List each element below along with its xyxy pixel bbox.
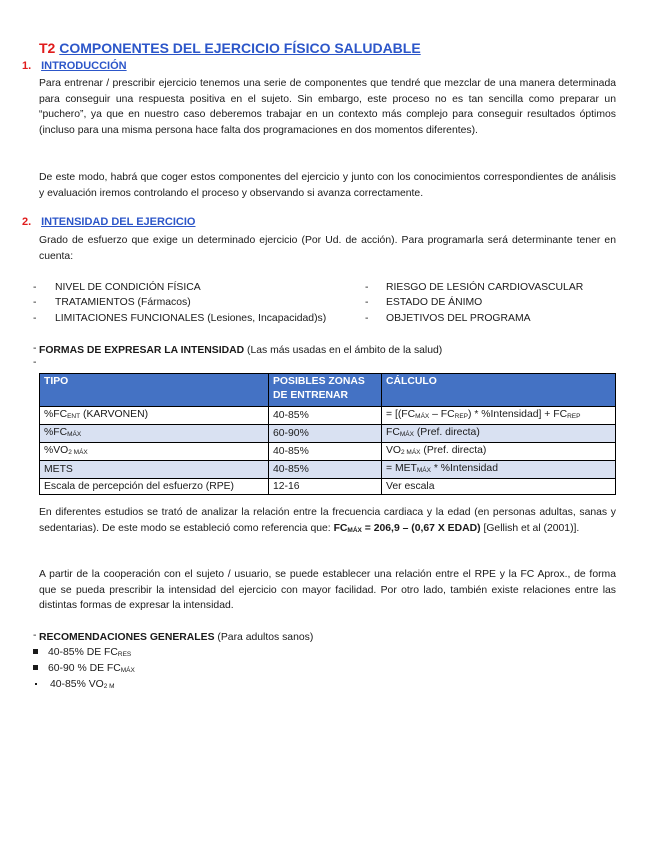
dot-bullet-icon: [35, 683, 37, 685]
list-item: 40-85% $VO_{2 M}$: [35, 677, 115, 694]
formas-rest: (Las más usadas en el ámbito de la salud): [244, 345, 443, 356]
section-number: 1.: [22, 60, 32, 72]
table-cell: $\%FC_{ENT}$ (KARVONEN): [40, 407, 269, 425]
table-cell: $VO_{2 MÁX}$ (Pref. directa): [382, 443, 616, 461]
table-row: [40, 443, 616, 461]
list-item: -: [365, 313, 369, 324]
list-item: TRATAMIENTOS (Fármacos): [55, 297, 191, 308]
intro-paragraph-2: De este modo, habrá que coger estos componentes del ejercicio y junto con los conocimientos correspondientes de análisis y evaluación iremos controlando el proceso y observando si avanza correctamente.: [39, 172, 616, 199]
studies-text: En diferentes estudios se trató de analizar la relación entre la frecuencia cardiaca y la edad (en personas adultas, sanas y sedentarias). De este modo se estableció como referencia que:: [39, 507, 616, 534]
bullet-dash: -: [33, 343, 37, 354]
section-label: INTRODUCCIÓN: [41, 60, 127, 72]
title-number: T2: [39, 40, 56, 56]
table-cell: = $MET_{MÁX}$ * %Intensidad: [382, 461, 616, 479]
list-item: LIMITACIONES FUNCIONALES (Lesiones, Incapacidad)s): [55, 313, 327, 324]
list-item: NIVEL DE CONDICIÓN FÍSICA: [55, 282, 201, 293]
list-item: -: [33, 282, 37, 293]
table-header-row: [40, 374, 616, 407]
section-number: 2.: [22, 216, 32, 228]
title-text: COMPONENTES DEL EJERCICIO FÍSICO SALUDABLE: [59, 40, 421, 56]
list-item: 60-90 % DE $FC_{MÁX}$: [33, 661, 135, 678]
bullet-dash: -: [33, 630, 37, 641]
section-label: INTENSIDAD DEL EJERCICIO: [41, 216, 196, 228]
formas-bold: FORMAS DE EXPRESAR LA INTENSIDAD: [39, 345, 245, 356]
square-bullet-icon: [33, 649, 38, 654]
bullet-dash: -: [33, 357, 37, 368]
table-cell: METS: [40, 461, 269, 479]
table-cell: 12-16: [269, 479, 382, 495]
table-row: [40, 461, 616, 479]
intensity-table: [39, 373, 616, 495]
table-cell: Ver escala: [382, 479, 616, 495]
square-bullet-icon: [33, 665, 38, 670]
list-item: ESTADO DE ÁNIMO: [386, 297, 483, 308]
section-2-heading: [22, 216, 196, 228]
table-cell: $\%VO_{2 MÁX}$: [40, 443, 269, 461]
table-cell: 40-85%: [269, 461, 382, 479]
list-item: -: [365, 297, 369, 308]
list-item: -: [33, 297, 37, 308]
list-item: RIESGO DE LESIÓN CARDIOVASCULAR: [386, 282, 584, 293]
studies-paragraph: [39, 505, 616, 538]
table-cell: = [$(FC_{MÁX} - FC_{REP})$ * %Intensidad] + $FC_{REP}$: [382, 407, 616, 425]
rpe-paragraph: A partir de la cooperación con el sujeto / usuario, se puede establecer una relación entre el RPE y la FC Aprox., de forma que se pueda prescribir la intensidad del ejercicio con mayor facilidad. Por otro lado, también existe relaciones entre las distintas formas de expresar la intensidad.: [39, 569, 616, 611]
table-header: TIPO: [40, 374, 269, 407]
intensity-intro: Grado de esfuerzo que exige un determinado ejercicio (Por Ud. de acción). Para programarla será determinante tener en cuenta:: [39, 235, 616, 262]
list-item: OBJETIVOS DEL PROGRAMA: [386, 313, 531, 324]
table-cell: 40-85%: [269, 407, 382, 425]
formas-heading: [39, 343, 442, 358]
recs-rest: (Para adultos sanos): [214, 632, 314, 643]
table-cell: $FC_{MÁX}$ (Pref. directa): [382, 425, 616, 443]
page-title: [39, 40, 421, 56]
studies-citation: [Gellish et al (2001)].: [480, 522, 580, 534]
recs-bold: RECOMENDACIONES GENERALES: [39, 632, 215, 643]
intro-paragraph-1: Para entrenar / prescribir ejercicio tenemos una serie de componentes que tendré que mezclar de una manera determinada para conseguir una respuesta positiva en el sujeto. Sin embargo, este proceso no es tan sencilla como preparar un “puchero”, ya que en nuestro caso deberemos trabajar en un contexto más complejo para conseguir resultados óptimos (incluso para una misma persona hace falta dos programaciones en dos momentos diferentes).: [39, 78, 616, 136]
hr-max-formula: $FC_{MÁX} = 206,9 - (0,67$ X EDAD): [333, 522, 481, 534]
table-cell: 60-90%: [269, 425, 382, 443]
table-header: CÁLCULO: [382, 374, 616, 407]
table-cell: $\%FC_{MÁX}$: [40, 425, 269, 443]
table-row: [40, 479, 616, 495]
recommendations-heading: [39, 630, 313, 645]
table-cell: Escala de percepción del esfuerzo (RPE): [40, 479, 269, 495]
section-1-heading: [22, 60, 127, 72]
list-item: -: [33, 313, 37, 324]
table-row: [40, 425, 616, 443]
table-header: POSIBLES ZONAS DE ENTRENAR: [269, 374, 382, 407]
table-cell: 40-85%: [269, 443, 382, 461]
list-item: -: [365, 282, 369, 293]
table-row: [40, 407, 616, 425]
list-item: 40-85% DE $FC_{RES}$: [33, 645, 131, 662]
